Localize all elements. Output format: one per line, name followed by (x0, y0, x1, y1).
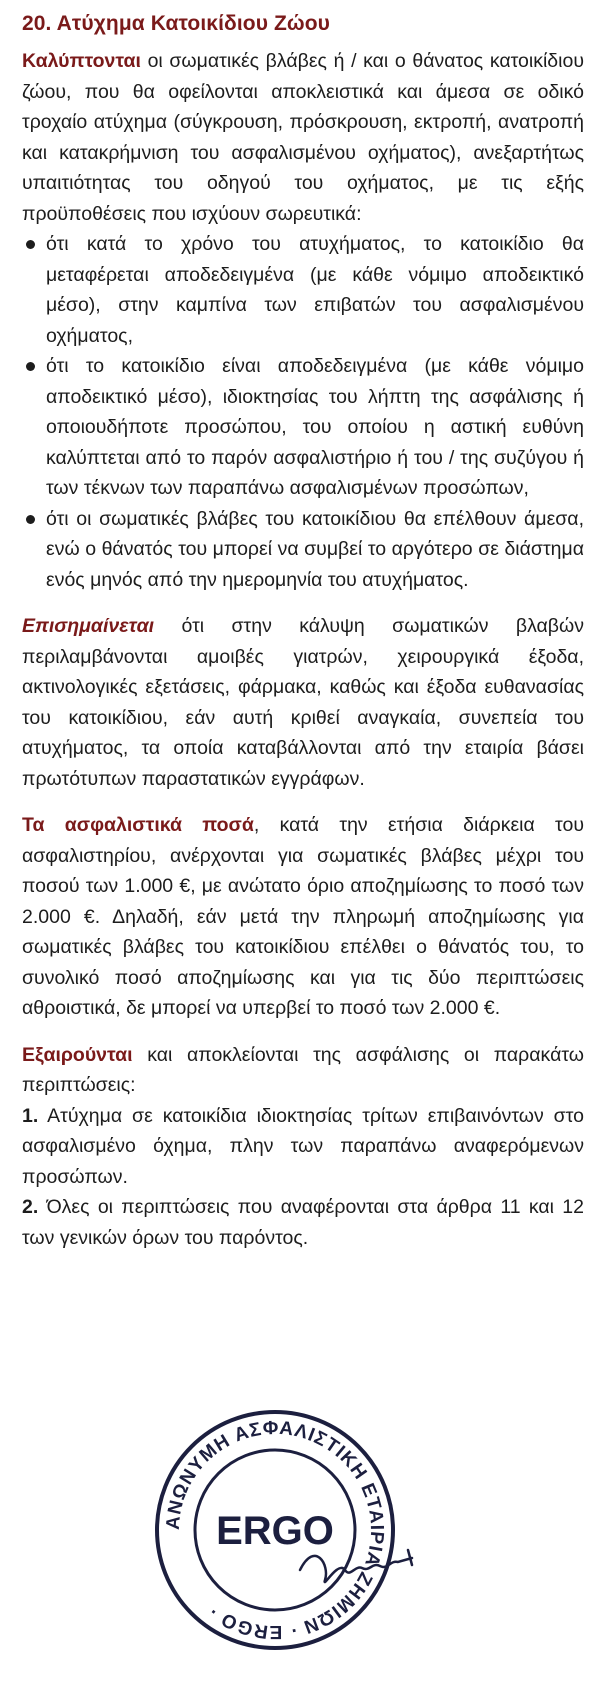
exclusions-text: και αποκλείονται της ασφάλισης οι παρακάτω περιπτώσεις: (22, 1043, 584, 1096)
exclusion-text: Ατύχημα σε κατοικίδια ιδιοκτησίας τρίτων επιβαινόντων στο ασφαλισμένο όχημα, πλην των παραπάνω αναφερόμενων προσώπων. (22, 1104, 584, 1188)
condition-text: ότι οι σωματικές βλάβες του κατοικίδιου θα επέλθουν άμεσα, ενώ ο θάνατός του μπορεί να συμβεί το αργότερο σε διάστημα ενός μηνός από την ημερομηνία του ατυχήματος. (46, 507, 584, 591)
amounts-lead: Τα ασφαλιστικά ποσά (22, 814, 254, 836)
condition-item (22, 229, 584, 351)
bullet-icon (26, 515, 35, 524)
amounts-text: , κατά την ετήσια διάρκεια του ασφαλιστηρίου, ανέρχονται για σωματικές βλάβες μέχρι του ποσού των 1.000 €, με ανώτατο όριο αποζημίωσης το ποσό των 2.000 €. Δηλαδή, εάν μετά την πληρωμή αποζημίωσης για σωματικές βλάβες του κατοικίδιου επέλθει ο θάνατός του, το συνολικό ποσό αποζημίωσης και για τις δύο περιπτώσεις αθροιστικά, δε μπορεί να υπερβεί το ποσό των 2.000 €. (22, 814, 584, 1019)
exclusions-paragraph (22, 1040, 584, 1101)
bullet-icon (26, 362, 35, 371)
exclusion-number: 1. (22, 1104, 39, 1127)
exclusions-lead: Εξαιρούνται (22, 1043, 133, 1066)
condition-text: ότι κατά το χρόνο του ατυχήματος, το κατοικίδιο θα μεταφέρεται αποδεδειγμένα (με κάθε νόμιμο αποδεικτικό μέσο), στην καμπίνα των επιβατών του ασφαλισμένου οχήματος, (46, 233, 584, 347)
coverage-text: οι σωματικές βλάβες ή / και ο θάνατος κατοικίδιου ζώου, που θα οφείλονται αποκλειστικά και άμεσα σε οδικό τροχαίο ατύχημα (σύγκρουση, πρόσκρουση, εκτροπή, ανατροπή και κατακρήμνιση του ασφαλισμένου οχήματος), ανεξαρτήτως υπαιτιότητας του οδηγού του οχήματος, με τις εξής προϋποθέσεις που ισχύουν σωρευτικά: (22, 50, 584, 225)
section-title: 20. Ατύχημα Κατοικίδιου Ζώου (22, 12, 330, 35)
policy-page (22, 10, 584, 1253)
note-text: ότι στην κάλυψη σωματικών βλαβών περιλαμβάνονται αμοιβές γιατρών, χειρουργικά έξοδα, ακτινολογικές εξετάσεις, φάρμακα, καθώς και έξοδα ευθανασίας του κατοικίδιου, εάν αυτή κριθεί αναγκαία, συνεπεία του ατυχήματος, τα οποία καταβάλλονται από την εταιρία βάσει πρωτότυπων παραστατικών εγγράφων. (22, 615, 584, 790)
exclusion-number: 2. (22, 1196, 39, 1218)
stamp-seal-icon (150, 1390, 450, 1670)
note-paragraph (22, 611, 584, 794)
coverage-lead: Καλύπτονται (22, 50, 141, 72)
coverage-paragraph (22, 46, 584, 229)
conditions-list (22, 229, 584, 595)
stamp-ring-text: ΑΝΩΝΥΜΗ ΑΣΦΑΛΙΣΤΙΚΗ ΕΤΑΙΡΙΑ ΖΗΜΙΩΝ · ERGO · (162, 1417, 388, 1643)
bullet-icon (26, 240, 35, 249)
condition-item (22, 351, 584, 504)
exclusions-list (22, 1101, 584, 1254)
exclusion-item (22, 1192, 584, 1253)
note-lead: Επισημαίνεται (22, 615, 155, 637)
company-stamp (150, 1390, 450, 1670)
exclusion-item (22, 1101, 584, 1193)
condition-item (22, 504, 584, 596)
stamp-brand: ERGO (216, 1509, 334, 1553)
condition-text: ότι το κατοικίδιο είναι αποδεδειγμένα (με κάθε νόμιμο αποδεικτικό μέσο), ιδιοκτησίας του λήπτη της ασφάλισης ή οποιουδήποτε προσώπου, του οποίου η αστική ευθύνη καλύπτεται από το παρόν ασφαλιστήριο ή του / της συζύγου ή των τέκνων των παραπάνω ασφαλισμένων προσώπων, (46, 355, 584, 499)
exclusion-text: Όλες οι περιπτώσεις που αναφέρονται στα άρθρα 11 και 12 των γενικών όρων του παρόντος. (22, 1196, 584, 1249)
amounts-paragraph (22, 810, 584, 1024)
